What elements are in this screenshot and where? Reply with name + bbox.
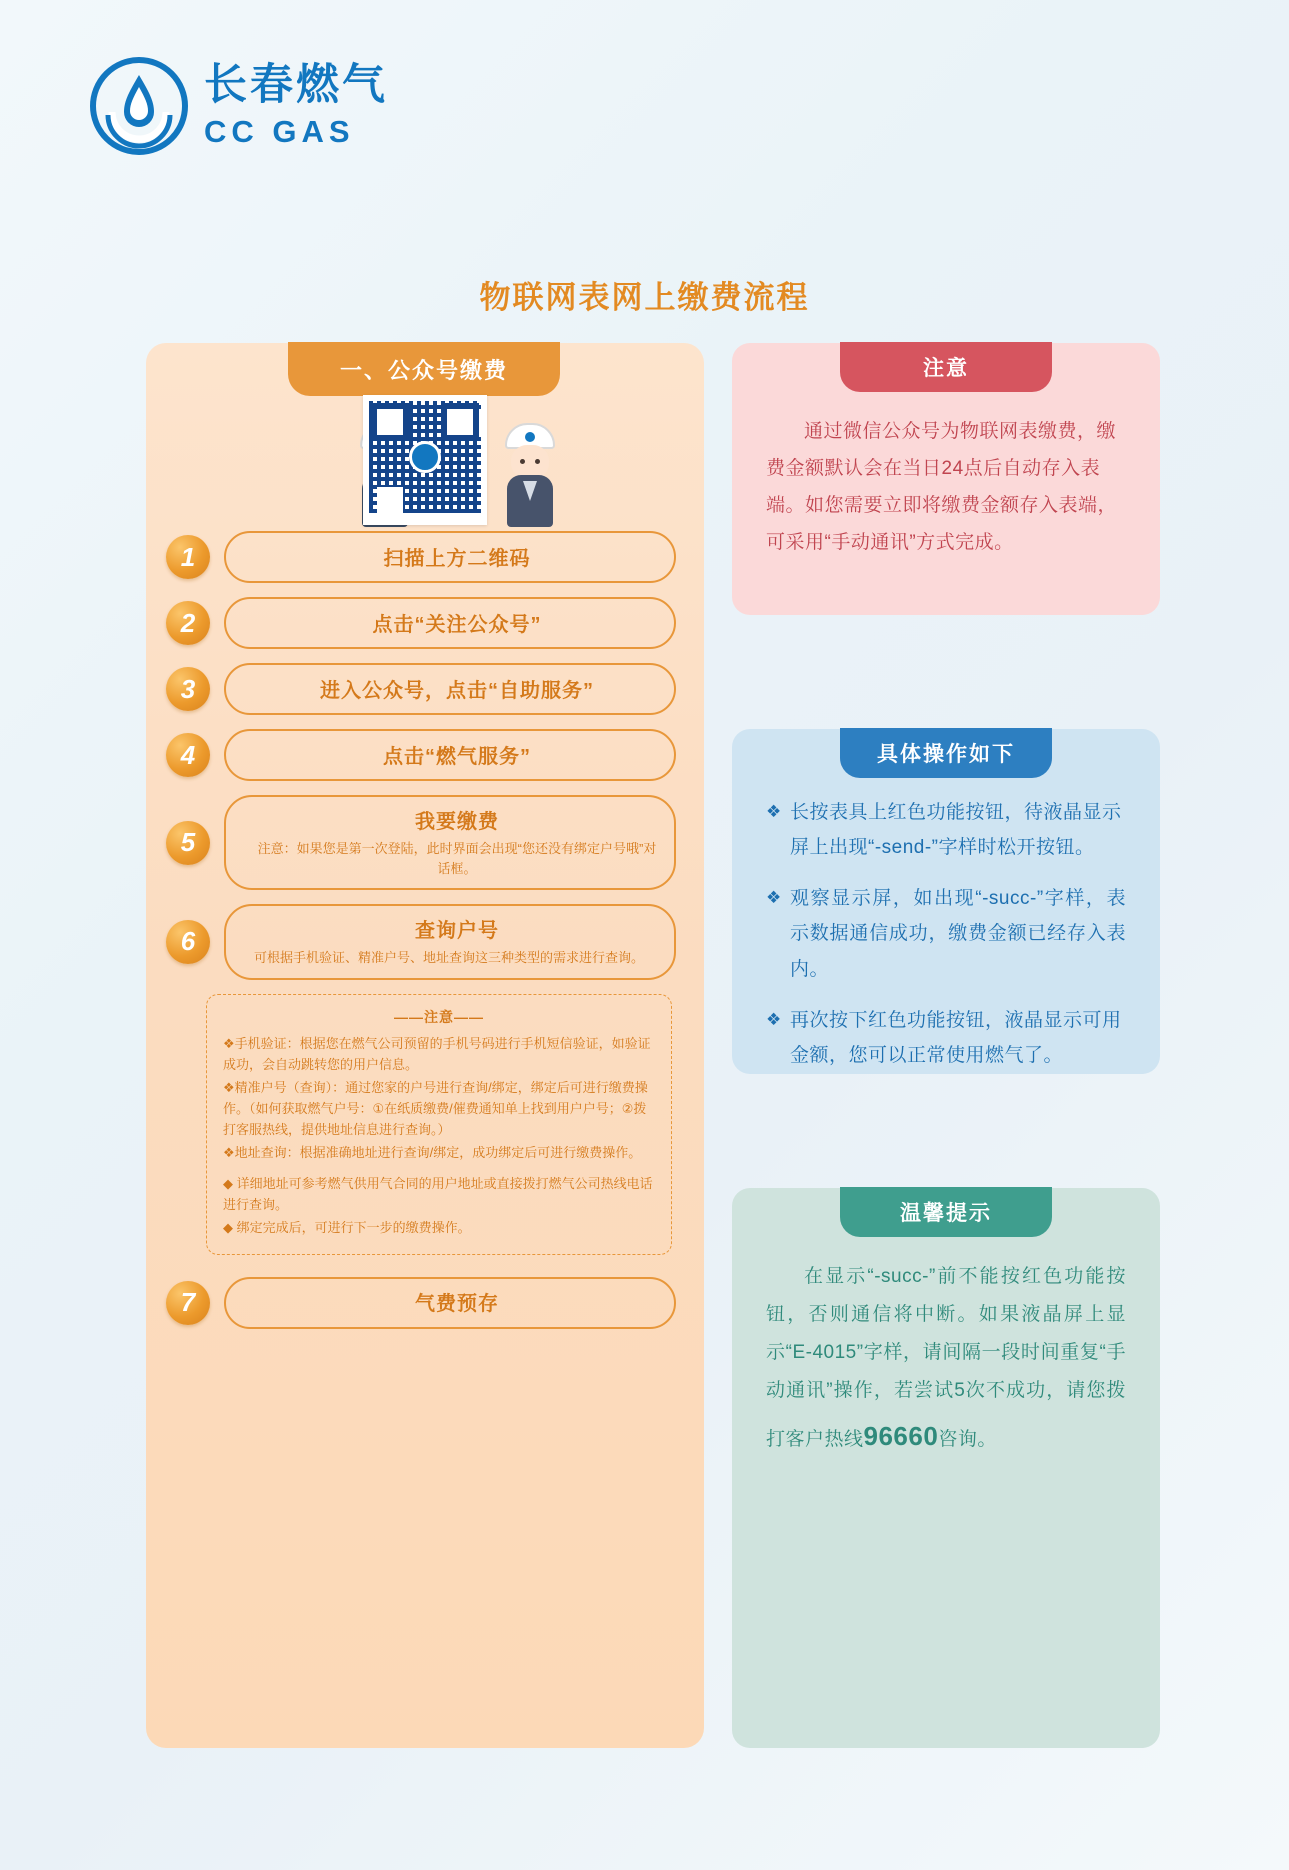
list-item [146,531,704,583]
step-title: 我要缴费 [415,811,499,833]
tips-text [766,1258,1126,1462]
qr-code-icon[interactable] [363,395,487,525]
note-line: ❖地址查询：根据准确地址进行查询/绑定，成功绑定后可进行缴费操作。 [223,1144,642,1160]
brand-name-en: CC GAS [204,114,355,150]
steps-list [146,531,704,1343]
step-pill [224,531,676,583]
step-number: 1 [166,535,210,579]
step-title: 扫描上方二维码 [383,547,531,570]
note-line: ◆ 详细地址可参考燃气供用气合同的用户地址或直接拨打燃气公司热线电话进行查询。 [223,1175,653,1212]
step-number: 7 [166,1281,210,1325]
list-item [766,1003,1126,1073]
step-title: 气费预存 [415,1293,499,1316]
note-heading: ——注意—— [394,1008,484,1025]
diamond-bullet-icon: ❖ [766,802,782,821]
page-title: 物联网表网上缴费流程 [479,280,810,315]
step-pill [224,904,676,980]
tips-card-tab: 温馨提示 [840,1187,1052,1237]
note-line: ❖精准户号（查询）：通过您家的户号进行查询/绑定，绑定后可进行缴费操作。（如何获取燃气户号：①在纸质缴费/催费通知单上找到用户户号；②拨打客服热线，提供地址信息进行查询。） [223,1079,648,1137]
operation-text: 长按表具上红色功能按钮，待液晶显示屏上出现“-send-”字样时松开按钮。 [790,802,1122,859]
step-pill [224,597,676,649]
panel-tab-label: 一、公众号缴费 [288,342,560,396]
list-item [146,795,704,890]
list-item [146,904,704,980]
note-line: ❖手机验证：根据您在燃气公司预留的手机号码进行手机短信验证，如验证成功，会自动跳转您的用户信息。 [223,1035,651,1072]
operations-card [732,729,1160,1074]
notice-card-tab: 注意 [840,342,1052,392]
step-pill [224,729,676,781]
diamond-bullet-icon: ❖ [766,1009,782,1029]
operations-card-body [732,729,1160,1115]
step6-note-box [206,994,672,1255]
step-subtext: 注意：如果您是第一次登陆，此时界面会出现“您还没有绑定户号哦”对话框。 [257,841,657,876]
brand-logo [88,55,388,157]
step-title: 点击“燃气服务” [383,745,531,768]
brand-name-cn: 长春燃气 [204,59,388,110]
notice-card [732,343,1160,615]
step-pill [224,795,676,890]
customer-hotline-number: 96660 [863,1421,939,1451]
list-item [766,795,1126,865]
operation-text: 再次按下红色功能按钮，液晶显示可用金额，您可以正常使用燃气了。 [790,1009,1122,1066]
step-title: 进入公众号，点击“自助服务” [320,679,594,702]
step-number: 4 [166,733,210,777]
list-item [146,729,704,781]
list-item [146,597,704,649]
tips-text-part2: 咨询。 [938,1429,997,1450]
operations-card-tab: 具体操作如下 [840,728,1052,778]
operation-text: 观察显示屏，如出现“-succ-”字样，表示数据通信成功，缴费金额已经存入表内。 [790,888,1126,980]
tips-card [732,1188,1160,1748]
note-line: ◆ 绑定完成后，可进行下一步的缴费操作。 [223,1219,471,1235]
qr-code-area [146,395,704,535]
step-title: 点击“关注公众号” [372,613,542,636]
diamond-bullet-icon: ❖ [766,888,782,908]
worker-mascot-female-icon [501,423,559,527]
list-item [766,881,1126,986]
gas-flame-logo-icon [88,55,190,157]
step-pill [224,663,676,715]
step-number: 6 [166,920,210,964]
step-title: 查询户号 [415,920,499,942]
tips-text-part1: 在显示“-succ-”前不能按红色功能按钮，否则通信将中断。如果液晶屏上显示“E-4015”字样，请间隔一段时间重复“手动通讯”操作，若尝试5次不成功，请您拨打客户热线 [766,1266,1126,1450]
list-item [146,1277,704,1329]
step-number: 5 [166,821,210,865]
step-pill [224,1277,676,1329]
step-number: 3 [166,667,210,711]
brand-text [204,59,388,150]
notice-text: 通过微信公众号为物联网表缴费，缴费金额默认会在当日24点后自动存入表端。如您需要立即将缴费金额存入表端，可采用“手动通讯”方式完成。 [766,421,1118,554]
step-subtext: 可根据手机验证、精准户号、地址查询这三种类型的需求进行查询。 [254,950,645,965]
wechat-payment-panel [146,343,704,1748]
step-number: 2 [166,601,210,645]
list-item [146,663,704,715]
